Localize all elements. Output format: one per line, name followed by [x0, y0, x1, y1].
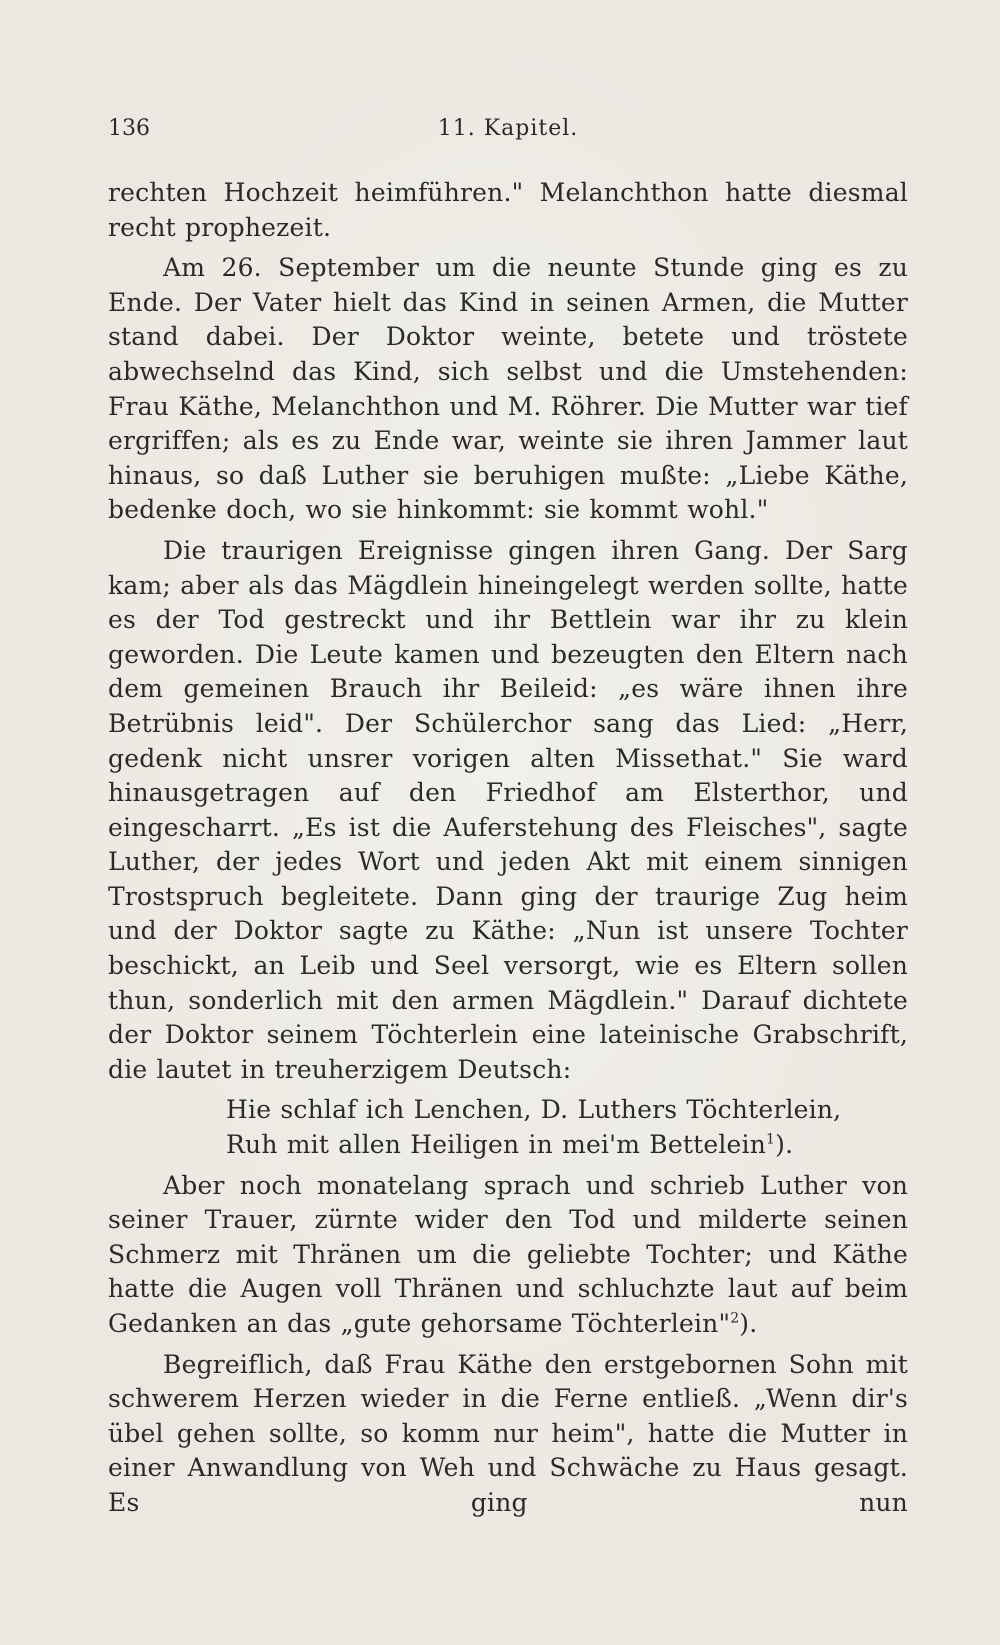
verse-line-2-end: ). — [775, 1130, 794, 1160]
epitaph-verse — [226, 1093, 908, 1162]
page-header — [108, 116, 908, 150]
verse-line-2-text: Ruh mit allen Heiligen in mei'm Bettelein — [226, 1130, 767, 1160]
paragraph-4-end: ). — [739, 1309, 758, 1338]
footnote-marker-1: 1 — [766, 1131, 776, 1148]
body-text — [108, 176, 908, 1521]
paragraph-4 — [108, 1169, 908, 1342]
paragraph-2: Am 26. September um die neunte Stunde ging es zu Ende. Der Vater hielt das Kind in seinen Armen, die Mutter stand dabei. Der Doktor weinte, betete und tröstete abwechselnd das Kind, sich selbst und die Umstehenden: Frau Käthe, Melanchthon und M. Röhrer. Die Mutter war tief ergriffen; als es zu Ende war, weinte sie ihren Jammer laut hinaus, so daß Luther sie beruhigen mußte: „Liebe Käthe, bedenke doch, wo sie hinkommt: sie kommt wohl." — [108, 253, 908, 525]
verse-line-1: Hie schlaf ich Lenchen, D. Luthers Töchterlein, — [226, 1095, 842, 1125]
paragraph-1: rechten Hochzeit heimführen." Melanchthon hatte diesmal recht prophezeit. — [108, 178, 908, 242]
page-number: 136 — [108, 116, 150, 141]
paragraph-4-text: Aber noch monatelang sprach und schrieb Luther von seiner Trauer, zürnte wider den Tod und milderte seinen Schmerz mit Thränen um die geliebte Tochter; und Käthe hatte die Augen voll Thränen und schluchzte laut auf beim Gedanken an das „gute gehorsame Töchterlein" — [108, 1170, 908, 1338]
paragraph-3: Die traurigen Ereignisse gingen ihren Gang. Der Sarg kam; aber als das Mägdlein hineingelegt werden sollte, hatte es der Tod gestreckt und ihr Bettlein war ihr zu klein geworden. Die Leute kamen und bezeugten den Eltern nach dem gemeinen Brauch ihr Beileid: „es wäre ihnen ihre Betrübnis leid". Der Schülerchor sang das Lied: „Herr, gedenk nicht unsrer vorigen alten Missethat." Sie ward hinausgetragen auf den Friedhof am Elsterthor, und eingescharrt. „Es ist die Auferstehung des Fleisches", sagte Luther, der jedes Wort und jeden Akt mit einem sinnigen Trostspruch begleitete. Dann ging der traurige Zug heim und der Doktor sagte zu Käthe: „Nun ist unsere Tochter beschickt, an Leib und Seel versorgt, wie es Eltern sollen thun, sonderlich mit den armen Mägdlein." Darauf dichtete der Doktor seinem Töchterlein eine lateinische Grabschrift, die lautet in treuherzigem Deutsch: — [108, 535, 908, 1084]
running-title: 11. Kapitel. — [437, 116, 579, 141]
paragraph-5: Begreiflich, daß Frau Käthe den erstgebornen Sohn mit schwerem Herzen wieder in die Ferne entließ. „Wenn dir's übel gehen sollte, so komm nur heim", hatte die Mutter in einer Anwandlung von Weh und Schwäche zu Haus gesagt. Es ging nun — [108, 1349, 908, 1517]
verse-line-2 — [226, 1128, 908, 1163]
footnote-marker-2: 2 — [730, 1310, 740, 1327]
